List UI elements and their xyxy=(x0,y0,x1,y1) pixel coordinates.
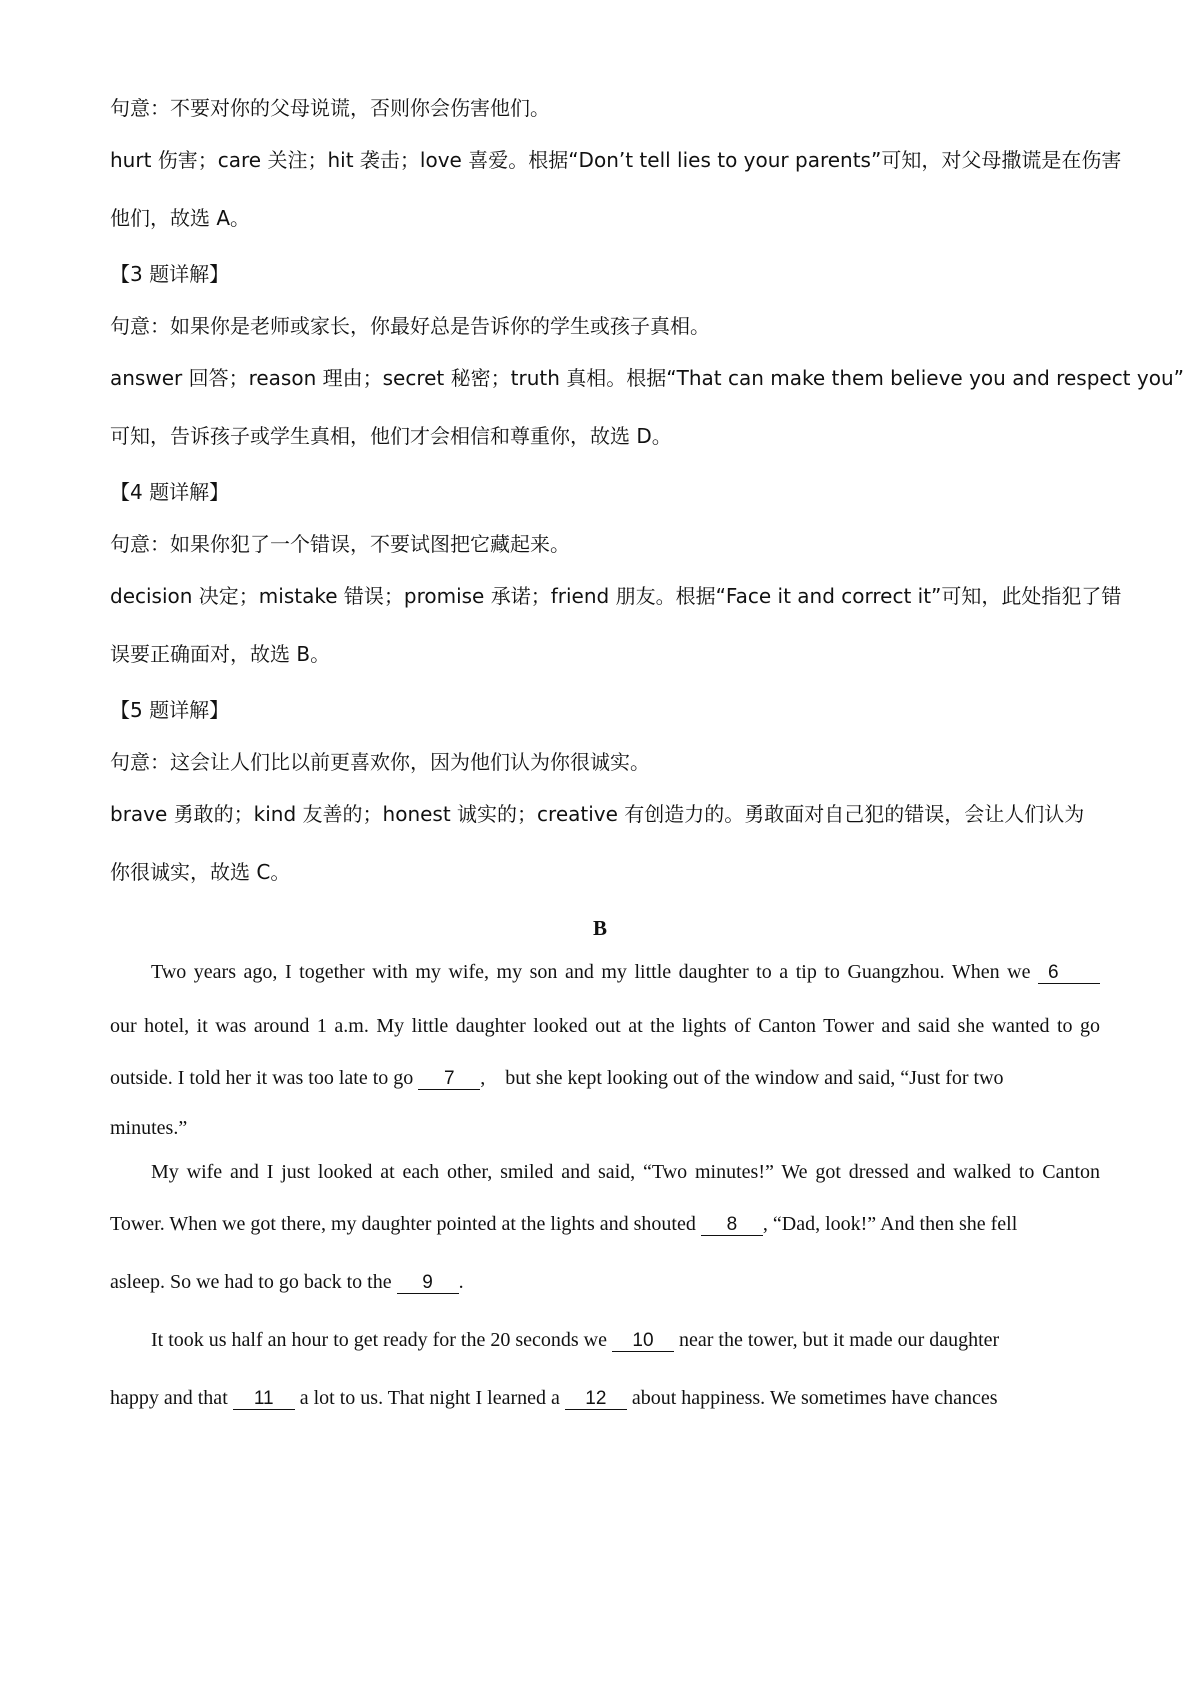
passage-text: Two years ago, I together with my wife, my son and my little daughter to a tip to Guangzhou. When we xyxy=(151,961,1031,983)
passage-text: . xyxy=(458,1271,464,1293)
passage-text: , “Dad, look!” And then she fell xyxy=(762,1213,1018,1235)
q2-meaning: 句意：不要对你的父母说谎，否则你会伤害他们。 xyxy=(110,96,550,120)
blank-9: 9 xyxy=(397,1273,459,1294)
q2-analysis-line-2: 他们，故选 A。 xyxy=(110,206,251,230)
q2-analysis-line-1: hurt 伤害；care 关注；hit 袭击；love 喜爱。根据“Don’t tell lies to your parents”可知，对父母撒谎是在伤害 xyxy=(110,148,1122,172)
q3-heading: 【3 题详解】 xyxy=(110,262,230,286)
passage-line xyxy=(110,1212,1100,1236)
passage-line xyxy=(110,960,1100,984)
passage-line: minutes.” xyxy=(110,1117,188,1139)
passage-line xyxy=(110,1386,1100,1410)
q4-analysis-line-1: decision 决定；mistake 错误；promise 承诺；friend 朋友。根据“Face it and correct it”可知，此处指犯了错 xyxy=(110,584,1122,608)
blank-7: 7 xyxy=(418,1069,480,1090)
passage-line xyxy=(110,1328,1100,1352)
q3-analysis-line-2: 可知，告诉孩子或学生真相，他们才会相信和尊重你，故选 D。 xyxy=(110,424,672,448)
passage-text: near the tower, but it made our daughter xyxy=(679,1329,1000,1351)
passage-text: asleep. So we had to go back to the xyxy=(110,1271,392,1293)
blank-11: 11 xyxy=(233,1389,295,1410)
q5-analysis-line-1: brave 勇敢的；kind 友善的；honest 诚实的；creative 有创造力的。勇敢面对自己犯的错误，会让人们认为 xyxy=(110,802,1085,826)
passage-line: our hotel, it was around 1 a.m. My little daughter looked out at the lights of Canton Tower and said she wanted to go xyxy=(110,1015,1100,1037)
q5-meaning: 句意：这会让人们比以前更喜欢你，因为他们认为你很诚实。 xyxy=(110,750,650,774)
q5-heading: 【5 题详解】 xyxy=(110,698,230,722)
passage-text: happy and that xyxy=(110,1387,228,1409)
blank-12: 12 xyxy=(565,1389,627,1410)
passage-line: My wife and I just looked at each other, smiled and said, “Two minutes!” We got dressed and walked to Canton xyxy=(151,1161,1100,1183)
passage-line xyxy=(110,1066,1100,1090)
blank-8: 8 xyxy=(701,1215,763,1236)
passage-text: It took us half an hour to get ready for the 20 seconds we xyxy=(151,1329,607,1351)
q4-meaning: 句意：如果你犯了一个错误，不要试图把它藏起来。 xyxy=(110,532,570,556)
q4-heading: 【4 题详解】 xyxy=(110,480,230,504)
passage-text: Tower. When we got there, my daughter pointed at the lights and shouted xyxy=(110,1213,696,1235)
q4-analysis-line-2: 误要正确面对，故选 B。 xyxy=(110,642,331,666)
passage-text: , but she kept looking out of the window and said, “Just for two xyxy=(480,1067,1004,1089)
q3-analysis-line-1: answer 回答；reason 理由；secret 秘密；truth 真相。根据“That can make them believe you and respect you” xyxy=(110,366,1184,390)
blank-10: 10 xyxy=(612,1331,674,1352)
section-b-title: B xyxy=(592,916,607,940)
passage-text: about happiness. We sometimes have chances xyxy=(631,1387,998,1409)
q3-meaning: 句意：如果你是老师或家长，你最好总是告诉你的学生或孩子真相。 xyxy=(110,314,710,338)
q5-analysis-line-2: 你很诚实，故选 C。 xyxy=(110,860,291,884)
passage-text: a lot to us. That night I learned a xyxy=(299,1387,560,1409)
passage-line xyxy=(110,1270,1100,1294)
passage-text: outside. I told her it was too late to go xyxy=(110,1067,414,1089)
blank-6: 6 xyxy=(1038,963,1100,984)
